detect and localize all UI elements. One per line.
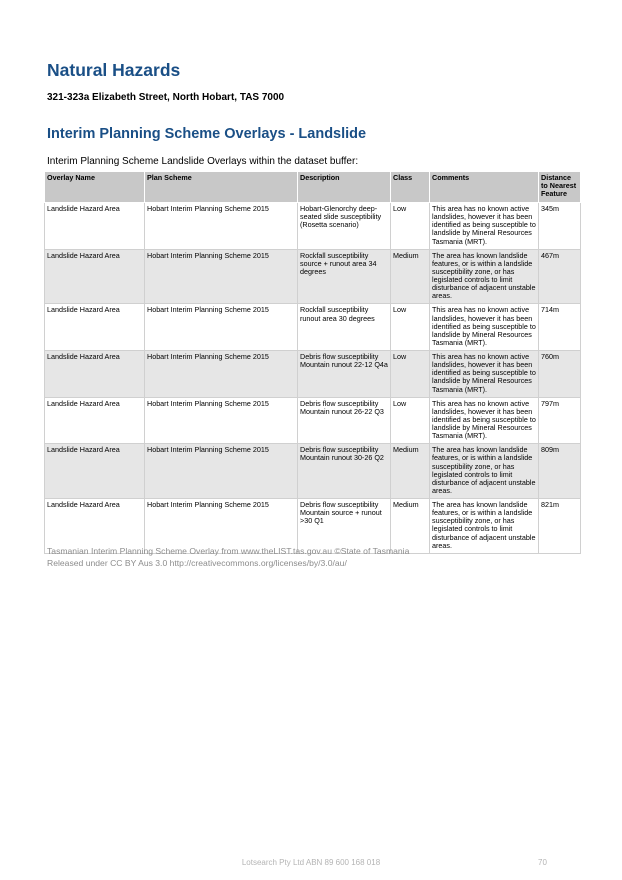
cell-overlay-name: Landslide Hazard Area	[45, 304, 145, 351]
cell-overlay-name: Landslide Hazard Area	[45, 499, 145, 554]
cell-class: Low	[391, 397, 430, 444]
table-row	[45, 304, 581, 351]
landslide-overlays-table	[44, 171, 581, 554]
cell-overlay-name: Landslide Hazard Area	[45, 203, 145, 250]
cell-plan-scheme: Hobart Interim Planning Scheme 2015	[145, 351, 298, 398]
cell-description: Debris flow susceptibility Mountain runout 30-26 Q2	[298, 444, 391, 499]
header-description: Description	[298, 172, 391, 203]
header-comments: Comments	[430, 172, 539, 203]
cell-distance: 467m	[539, 249, 581, 304]
header-distance: Distance to Nearest Feature	[539, 172, 581, 203]
source-footnote	[47, 545, 409, 569]
page-number: 70	[538, 858, 547, 867]
cell-plan-scheme: Hobart Interim Planning Scheme 2015	[145, 249, 298, 304]
cell-description: Rockfall susceptibility runout area 30 degrees	[298, 304, 391, 351]
cell-distance: 714m	[539, 304, 581, 351]
cell-class: Medium	[391, 499, 430, 554]
cell-class: Medium	[391, 249, 430, 304]
cell-comments: This area has no known active landslides, however it has been identified as being susceptible to landslide by Mineral Resources Tasmania (MRT).	[430, 397, 539, 444]
cell-class: Low	[391, 351, 430, 398]
cell-comments: This area has no known active landslides, however it has been identified as being susceptible to landslide by Mineral Resources Tasmania (MRT).	[430, 304, 539, 351]
footnote-license-line: Released under CC BY Aus 3.0 http://creativecommons.org/licenses/by/3.0/au/	[47, 558, 347, 569]
header-plan-scheme: Plan Scheme	[145, 172, 298, 203]
page-title: Natural Hazards	[47, 60, 181, 80]
section-title: Interim Planning Scheme Overlays - Landslide	[47, 126, 367, 142]
cell-description: Hobart-Glenorchy deep-seated slide susceptibility (Rosetta scenario)	[298, 203, 391, 250]
cell-class: Medium	[391, 444, 430, 499]
table-row	[45, 444, 581, 499]
header-overlay-name: Overlay Name	[45, 172, 145, 203]
cell-plan-scheme: Hobart Interim Planning Scheme 2015	[145, 397, 298, 444]
cell-plan-scheme: Hobart Interim Planning Scheme 2015	[145, 304, 298, 351]
cell-overlay-name: Landslide Hazard Area	[45, 444, 145, 499]
cell-description: Debris flow susceptibility Mountain source + runout >30 Q1	[298, 499, 391, 554]
table-row	[45, 203, 581, 250]
table-header-row	[45, 172, 581, 203]
cell-overlay-name: Landslide Hazard Area	[45, 249, 145, 304]
cell-distance: 809m	[539, 444, 581, 499]
cell-overlay-name: Landslide Hazard Area	[45, 397, 145, 444]
header-class: Class	[391, 172, 430, 203]
cell-comments: The area has known landslide features, or is within a landslide susceptibility zone, or has legislated controls to limit disturbance of adjacent unstable areas.	[430, 249, 539, 304]
table-row	[45, 249, 581, 304]
cell-comments: This area has no known active landslides, however it has been identified as being susceptible to landslide by Mineral Resources Tasmania (MRT).	[430, 351, 539, 398]
cell-overlay-name: Landslide Hazard Area	[45, 351, 145, 398]
cell-comments: This area has no known active landslides, however it has been identified as being susceptible to landslide by Mineral Resources Tasmania (MRT).	[430, 203, 539, 250]
cell-class: Low	[391, 304, 430, 351]
table-row	[45, 351, 581, 398]
cell-description: Debris flow susceptibility Mountain runout 22-12 Q4a	[298, 351, 391, 398]
footnote-source-line: Tasmanian Interim Planning Scheme Overlay from www.theLIST.tas.gov.au ©State of Tasmania	[47, 546, 410, 556]
cell-plan-scheme: Hobart Interim Planning Scheme 2015	[145, 444, 298, 499]
cell-class: Low	[391, 203, 430, 250]
cell-distance: 797m	[539, 397, 581, 444]
intro-text: Interim Planning Scheme Landslide Overlays within the dataset buffer:	[47, 156, 359, 167]
cell-distance: 760m	[539, 351, 581, 398]
table-row	[45, 397, 581, 444]
footer-company: Lotsearch Pty Ltd ABN 89 600 168 018	[241, 858, 381, 867]
cell-comments: The area has known landslide features, or is within a landslide susceptibility zone, or has legislated controls to limit disturbance of adjacent unstable areas.	[430, 444, 539, 499]
cell-plan-scheme: Hobart Interim Planning Scheme 2015	[145, 499, 298, 554]
cell-distance: 345m	[539, 203, 581, 250]
cell-description: Rockfall susceptibility source + runout area 34 degrees	[298, 249, 391, 304]
cell-plan-scheme: Hobart Interim Planning Scheme 2015	[145, 203, 298, 250]
site-address: 321-323a Elizabeth Street, North Hobart, TAS 7000	[47, 92, 285, 103]
cell-description: Debris flow susceptibility Mountain runout 26-22 Q3	[298, 397, 391, 444]
cell-distance: 821m	[539, 499, 581, 554]
cell-comments: The area has known landslide features, or is within a landslide susceptibility zone, or has legislated controls to limit disturbance of adjacent unstable areas.	[430, 499, 539, 554]
